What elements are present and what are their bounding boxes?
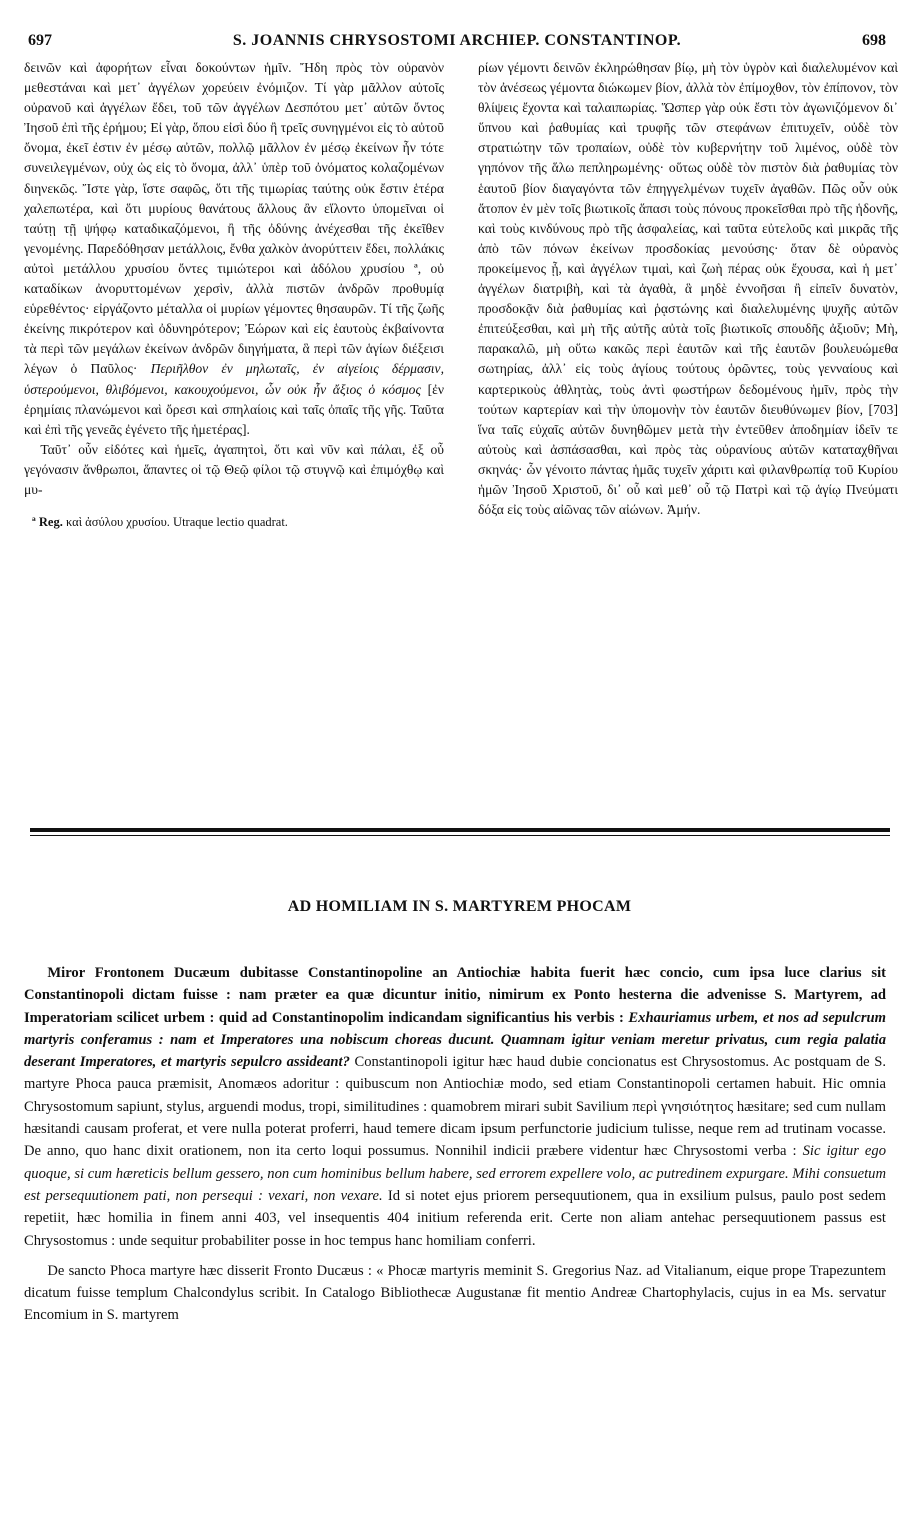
footnote-mark: ª Reg. bbox=[32, 515, 63, 530]
intro-paragraph bbox=[24, 962, 886, 1252]
pauline-quote: Περιῆλθον ἐν μηλωταῖς, ἐν αἰγείοις δέρμασιν, ὑστερούμενοι, θλιβόμενοι, κακουχούμενοι, ὧν οὐκ ἦν ἄξιος ὁ κόσμος bbox=[24, 361, 444, 397]
intro-paragraph: De sancto Phoca martyre hæc disserit Fronto Ducæus : « Phocæ martyris meminit S. Gregorius Naz. ad Vitalianum, eique prope Trapezuntem dicatum fuisse templum Chalcondylus scribit. In Catalogo Bibliothecæ Augustanæ fit mentio Andreæ Chartophylacis, cujus in ea Ms. servatur Encomium in S. martyrem bbox=[24, 1262, 886, 1324]
intro-text: Id si notet ejus priorem persequutionem, qua in exsilium pulsus, paulo post sedem repetiit, hæc homilia in finem anni 403, vel insequentis 404 initium referenda erit. Certe non aliam antehac persequutionem passus est Chrysostomus : unde sequitur probabiliter posse in hoc tempus hanc homiliam conferri. bbox=[24, 1187, 886, 1249]
footnote-text: καὶ ἀσύλου χρυσίου. Utraque lectio quadrat. bbox=[65, 515, 288, 530]
running-header bbox=[28, 32, 886, 54]
footnote bbox=[24, 512, 444, 532]
section-divider-thick bbox=[30, 828, 890, 832]
section-title: AD HOMILIAM IN S. MARTYREM PHOCAM bbox=[287, 898, 632, 915]
greek-text: [ἐν ἐρημίαις πλανώμενοι καὶ ὄρεσι καὶ σπηλαίοις καὶ ταῖς ὀπαῖς τῆς γῆς. Ταῦτα καὶ ἐπὶ τῆς γενεᾶς ἐγένετο τῆς ἡμετέρας]. bbox=[24, 381, 444, 437]
greek-text: δεινῶν καὶ ἀφορήτων εἶναι δοκούντων ἡμῖν. Ἤδη πρὸς τὸν οὐρανὸν μεθεστάναι καὶ μετ᾽ ἀγγέλων χορεύειν ἐνόμιζον. Τί γὰρ μᾶλλον αὐτοῖς οὐρανοῦ καὶ ἀγγέλων ἔδει, τοῦ τῶν ἀγγέλων Δεσπότου μετ᾽ αὐτῶν ὄντος Ἰησοῦ ἐπὶ τῆς ἐρήμου; Εἰ γὰρ, ὅπου εἰσὶ δύο ἢ τρεῖς συνηγμένοι εἰς τὸ αὐτοῦ ὄνομα, ἐκεῖ ἐστιν ἐν μέσῳ αὐτῶν, πολλῷ μᾶλλον ἐν μέσῳ ἐκείνων ἦν τότε συνειλεγμένων, οὐχ ὡς εἰς τὸ ὄνομα, ἀλλ᾽ ὑπὲρ τοῦ ὀνόματος κολαζομένων διηνεκῶς. Ἴστε γὰρ, ἴστε σαφῶς, ὅτι τῆς τιμωρίας ταύτης οὐκ ἔστιν ἑτέρα χαλεπωτέρα, καὶ ὅτι μυρίους θανάτους ἄλλους ἂν εἵλοντο ὑπομεῖναι οἱ ταύτῃ τῇ ψήφῳ καταδικαζόμενοι, ἢ τῆς ὀδύνης ἀνέχεσθαι τῆς ἐκεῖθεν γενομένης. bbox=[24, 60, 444, 256]
intro-quote: Sic igitur ego quoque, si cum hæreticis bellum gessero, non cum hominibus bellum habere, sed errorem expellere volo, ac putredinem expurgare. Mihi consuetum est persequutionem pati, non persequi : vexari, non vexare. bbox=[24, 1143, 886, 1204]
page-number-left: 697 bbox=[28, 32, 52, 49]
right-column bbox=[478, 58, 898, 520]
intro-lead: Miror Frontonem Ducæum dubitasse Constantinopoline an Antiochiæ habita fuerit hæc concio, cum ipsa luce clarius sit Constantinopoli dictam fuisse : nam præter ea quæ dicuntur initio, nimirum ex Ponto hesterna die advenisse S. Martyrem, ad Imperatoriam scilicet urbem : quid ad Constantinopolim indicandam significantius his verbis : bbox=[24, 965, 886, 1026]
page-number-right: 698 bbox=[862, 32, 886, 49]
section-divider-thin bbox=[30, 835, 890, 836]
intro-text: Constantinopoli igitur hæc haud dubie concionatus est Chrysostomus. Ac postquam de S. martyre Phoca pauca præmisit, Anomæos adoritur : quibuscum non Antiochiæ modo, sed etiam Constantinopoli certamen habuit. Hic omnia Chrysostomum sapiunt, stylus, arguendi modus, tropi, similitudines : quamobrem mirari subit Savilium περὶ γνησιότητος hæsitare; sed cum nullam hæsitandi causam proferat, et vere nulla poterat proferri, haud temere dicam ipsum perfunctorie judicium tulisse, neque rem ad trutinam vocasse. De anno, quo hanc dixit orationem, non ita certo loqui possumus. Nonnihil indicii præbere videntur hæc Chrysostomi verba : bbox=[24, 1054, 886, 1160]
left-column bbox=[24, 58, 444, 532]
greek-text-paragraph: Ταῦτ᾽ οὖν εἰδότες καὶ ἡμεῖς, ἀγαπητοὶ, ὅτι καὶ νῦν καὶ πάλαι, ἐξ οὗ γεγόνασιν ἄνθρωποι, ἅπαντες οἱ τῷ Θεῷ φίλοι τῷ στυγνῷ καὶ ἐπιμόχθῳ καὶ μυ- bbox=[24, 441, 444, 497]
running-title: S. JOANNIS CHRYSOSTOMI ARCHIEP. CONSTANTINOP. bbox=[232, 32, 682, 49]
greek-text-paragraph bbox=[24, 58, 444, 440]
intro-quote: Exhauriamus urbem, et nos ad sepulcrum martyris conferamus : nam et Imperatores una nobiscum choreas ducunt. Quamnam igitur veniam meretur privatus, cum regia palatia deserant Imperatores, et martyris sepulcro assideant? bbox=[24, 1009, 886, 1071]
greek-text-paragraph: ρίων γέμοντι δεινῶν ἐκληρώθησαν βίῳ, μὴ τὸν ὑγρὸν καὶ διαλελυμένον καὶ τὸν ἀνέσεως γέμοντα διώκωμεν βίον, ἀλλὰ τὸν ἐπίμοχθον, τὸν ἐπίπονον, τὸν θλίψεις ἔχοντα καὶ ταλαιπωρίας. Ὥσπερ γὰρ οὐκ ἔστι τὸν ἀγωνιζόμενον δι᾽ ὕπνου καὶ ῥαθυμίας καὶ τρυφῆς τῶν στεφάνων ἐπιτυχεῖν, οὐδὲ τὸν στρατιώτην τῶν τροπαίων, οὐδὲ τὸν κυβερνήτην τοῦ λιμένος, οὐδὲ τὸν γηπόνον τῆς ἅλω πεπληρωμένης· οὕτως οὐδὲ τὸν πιστὸν διὰ ῥαθυμίας τὸν ἑαυτοῦ βίον διαγαγόντα τῶν ἐπηγγελμένων τυχεῖν ἀγαθῶν. Πῶς οὖν οὐκ ἄτοπον ἐν μὲν τοῖς βιωτικοῖς ἅπασι τοὺς πόνους προκεῖσθαι πρὸ τῆς ἡδονῆς, καὶ τοὺς κινδύνους πρὸ τῆς ἀσφαλείας, καὶ ταῦτα εὐτελοῦς καὶ μικρᾶς τῆς ἀπὸ τῶν πόνων ἐκείνων προσδοκίας μενούσης· ὅταν δὲ οὐρανὸς προκείμενος ᾖ, καὶ ἀγγέλων τιμαὶ, καὶ ζωὴ πέρας οὐκ ἔχουσα, καὶ ἡ μετ᾽ ἀγγέλων διατριβὴ, καὶ τὰ ἀγαθὰ, ἃ μηδὲ ἐννοῆσαι ἢ εἰπεῖν δυνατὸν, προσδοκᾷν διὰ ῥαθυμίας καὶ ῥᾳστώνης καὶ διαλελυμένης ψυχῆς αὐτῶν ἐπιτεύξεσθαι, καὶ μὴ τῆς αὐτῆς αὐτὰ τοῖς βιωτικοῖς σπουδῆς ἀξιοῦν; Μὴ, παρακαλῶ, μὴ οὕτω κακῶς περὶ ἑαυτῶν καὶ τῆς ἑαυτῶν βουλευώμεθα σωτηρίας, ἀλλ᾽ εἰς τοὺς ἁγίους τούτους ὁρῶντες, τοὺς γενναίους καὶ καρτερικοὺς ἀθλητὰς, τοὺς ἀντὶ φωστήρων δεδομένους ἡμῖν, πρὸς τὴν τούτων καρτερίαν καὶ τὴν ὑπομονὴν τὸν ἑαυτῶν διευθύνωμεν βίον, [703] ἵνα ταῖς εὐχαῖς αὐτῶν δυνηθῶμεν μετὰ τὴν ἐντεῦθεν ἀποδημίαν ἰδεῖν τε αὐτοὺς καὶ ἀσπάσασθαι, καὶ πρὸς τὰς οὐρανίους αὐτῶν καταταχθῆναι σκηνάς· ὧν γένοιτο πάντας ἡμᾶς τυχεῖν χάριτι καὶ φιλανθρωπίᾳ τοῦ Κυρίου ἡμῶν Ἰησοῦ Χριστοῦ, δι᾽ οὗ καὶ μεθ᾽ οὗ τῷ Πατρὶ καὶ τῷ ἁγίῳ Πνεύματι δόξα εἰς τοὺς αἰῶνας τῶν αἰώνων. Ἀμήν. bbox=[478, 60, 898, 518]
greek-text-bold: Παρεδόθησαν μετάλλοις, ἔνθα χαλκὸν ἀνορύττειν ἔδει, πολλάκις αὐτοὶ μετάλλου χρυσίου ὄντες τιμιώτεροι καὶ ἀδόλου χρυσίου ª, οὐ καταδίκων ἀνορυττομένων χερσὶν, ἀλλὰ πιστῶν ἀνδρῶν προθυμίᾳ εὑρεθέντος· εἰργάζοντο μέταλλα οἱ μυρίων γέμοντες θησαυρῶν. Τί τῆς ζωῆς ἐκείνης πικρότερον καὶ ὀδυνηρότερον; Ἐώρων καὶ εἰς ἑαυτοὺς ἐκβαίνοντα τὰ περὶ τῶν μεγάλων ἐκείνων ἀνδρῶν διηγήματα, ἃ περὶ τῶν ἁγίων διέξεισι λέγων ὁ Παῦλος· bbox=[24, 240, 444, 377]
latin-introduction bbox=[24, 962, 886, 1335]
